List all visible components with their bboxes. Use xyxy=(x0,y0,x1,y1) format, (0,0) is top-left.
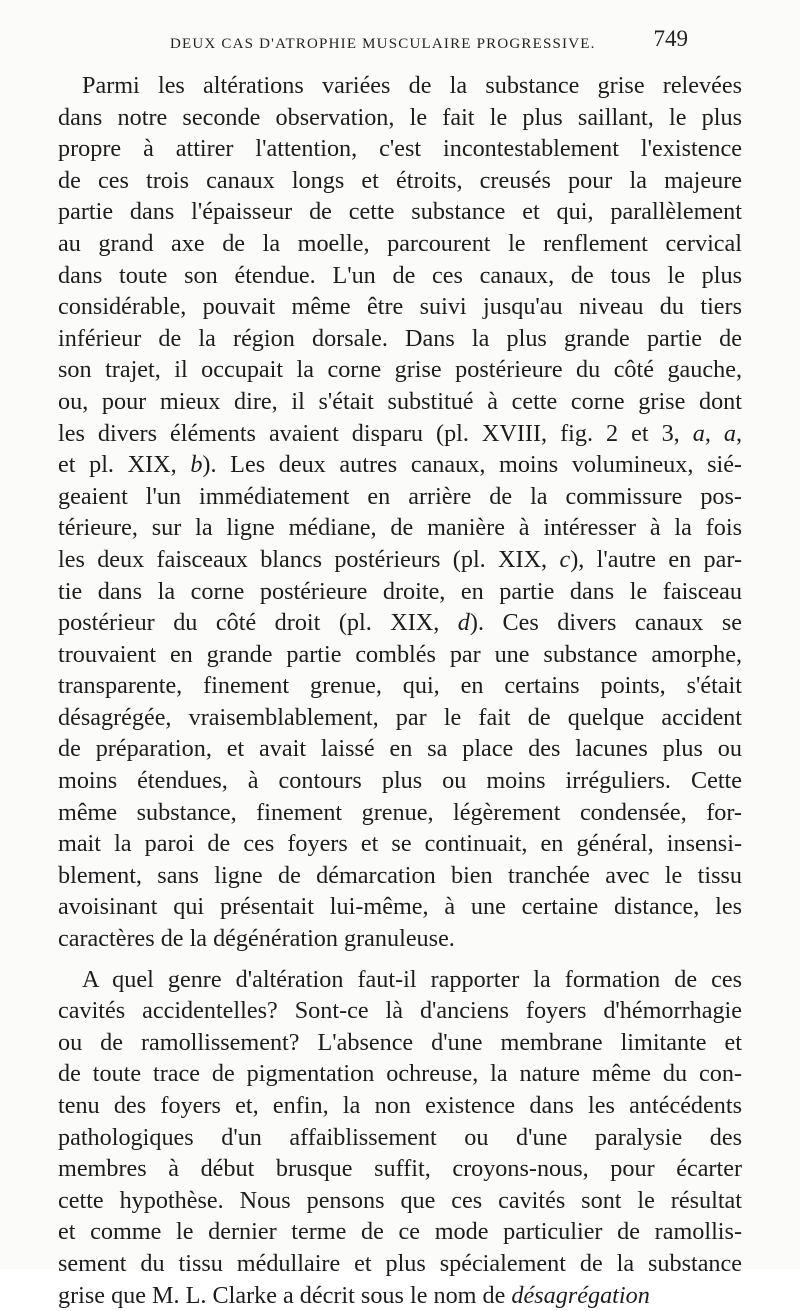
text-line: moins étendues, à contours plus ou moins irréguliers. Cette xyxy=(58,767,742,795)
text-line: au grand axe de la moelle, parcourent le renflement cervical xyxy=(58,229,742,257)
text-line: avoisinant qui présentait lui-même, à une certaine distance, les xyxy=(58,893,742,921)
text-line: partie dans l'épaisseur de cette substance et qui, parallèlement xyxy=(58,198,742,226)
text-line: membres à début brusque suffit, croyons-nous, pour écarter xyxy=(58,1155,742,1183)
text-line: mait la paroi de ces foyers et se continuait, en général, insensi- xyxy=(58,830,742,858)
text-line: A quel genre d'altération faut-il rapporter la formation de ces xyxy=(82,965,742,993)
text-line: blement, sans ligne de démarcation bien tranchée avec le tissu xyxy=(58,861,742,889)
paragraph xyxy=(58,70,742,955)
text-line: de ces trois canaux longs et étroits, creusés pour la majeure xyxy=(58,166,742,194)
text-line: les deux faisceaux blancs postérieurs (pl. XIX, c), l'autre en par- xyxy=(58,545,742,573)
text-line: Parmi les altérations variées de la substance grise relevées xyxy=(82,72,742,99)
text-line: les divers éléments avaient disparu (pl. XVIII, fig. 2 et 3, a, a, xyxy=(58,419,743,447)
text-line: transparente, finement grenue, qui, en certains points, s'était xyxy=(58,672,742,700)
text-line: caractères de la dégénération granuleuse. xyxy=(58,925,455,953)
text-line: cavités accidentelles? Sont-ce là d'anciens foyers d'hémorrhagie xyxy=(58,997,742,1025)
text-line: sement du tissu médullaire et plus spécialement de la substance xyxy=(58,1249,742,1277)
text-line: son trajet, il occupait la corne grise postérieure du côté gauche, xyxy=(58,356,742,384)
text-line: propre à attirer l'attention, c'est incontestablement l'existence xyxy=(58,135,742,163)
page-header xyxy=(60,26,750,60)
text-line: geaient l'un immédiatement en arrière de la commissure pos- xyxy=(58,482,742,510)
text-line: pathologiques d'un affaiblissement ou d'une paralysie des xyxy=(58,1123,742,1151)
paragraph xyxy=(58,964,742,1311)
text-line: tenu des foyers et, enfin, la non existence dans les antécédents xyxy=(58,1092,742,1119)
text-line: même substance, finement grenue, légèrement condensée, for- xyxy=(58,798,742,826)
running-title: DEUX CAS D'ATROPHIE MUSCULAIRE PROGRESSIVE. xyxy=(170,36,596,52)
text-line: térieure, sur la ligne médiane, de manière à intéresser à la fois xyxy=(58,514,742,542)
text-line: trouvaient en grande partie comblés par une substance amorphe, xyxy=(58,640,742,668)
text-line: et pl. XIX, b). Les deux autres canaux, moins volumineux, sié- xyxy=(58,451,742,479)
text-line: postérieur du côté droit (pl. XIX, d). Ces divers canaux se xyxy=(58,609,742,637)
text-line: tie dans la corne postérieure droite, en partie dans le faisceau xyxy=(58,577,742,605)
text-line: de préparation, et avait laissé en sa place des lacunes plus ou xyxy=(58,735,742,763)
text-line: grise que M. L. Clarke a décrit sous le nom de désagrégation xyxy=(58,1281,650,1309)
text-line: dans notre seconde observation, le fait le plus saillant, le plus xyxy=(58,103,742,131)
text-line: ou de ramollissement? L'absence d'une membrane limitante et xyxy=(58,1028,742,1056)
text-line: dans toute son étendue. L'un de ces canaux, de tous le plus xyxy=(58,261,742,289)
text-line: de toute trace de pigmentation ochreuse, la nature même du con- xyxy=(58,1060,742,1088)
page-number: 749 xyxy=(653,26,688,51)
text-line: inférieur de la région dorsale. Dans la plus grande partie de xyxy=(58,324,742,352)
text-line: considérable, pouvait même être suivi jusqu'au niveau du tiers xyxy=(58,293,742,321)
text-line: cette hypothèse. Nous pensons que ces cavités sont le résultat xyxy=(58,1186,742,1214)
text-line: et comme le dernier terme de ce mode particulier de ramollis- xyxy=(58,1218,742,1246)
body-text xyxy=(58,70,742,1311)
text-line: désagrégée, vraisemblablement, par le fait de quelque accident xyxy=(58,703,742,731)
text-line: ou, pour mieux dire, il s'était substitué à cette corne grise dont xyxy=(58,387,742,415)
